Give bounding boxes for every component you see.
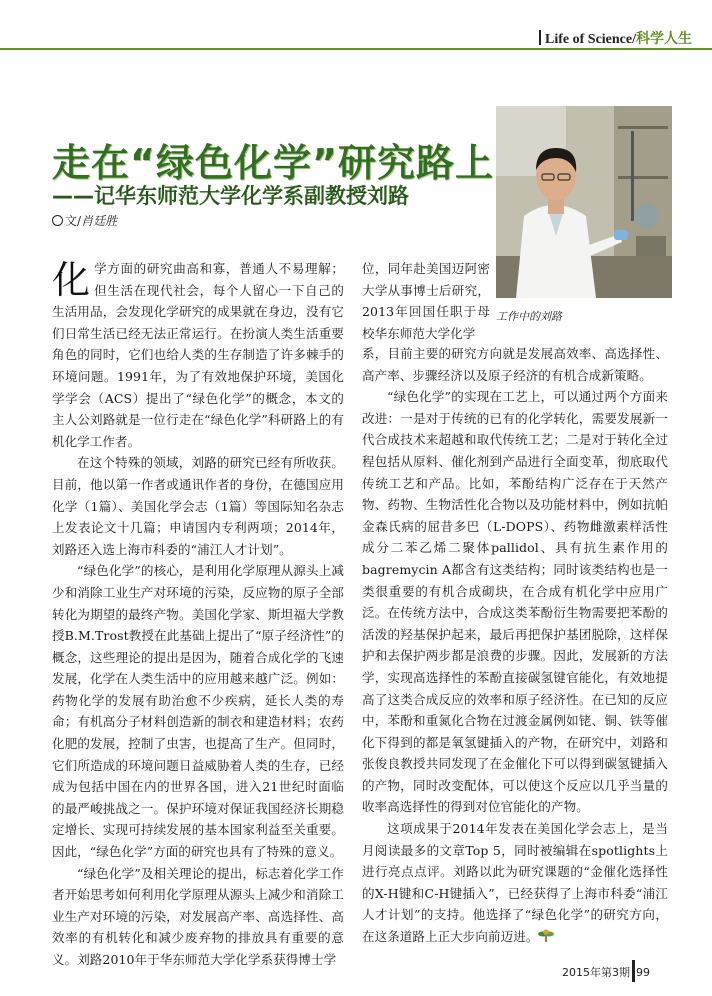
drop-cap: 化 — [52, 258, 91, 302]
paragraph: “绿色化学”及相关理论的提出，标志着化学工作者开始思考如何利用化学原理从源头上减少和消除工业生产对环境的污染，对发展高产率、高选择性、高效率的有机转化和减少废弃物的排放具有重要的意义。刘路2010年于华东师范大学化学系获得博士学 — [52, 865, 344, 967]
paragraph-continued: 系，目前主要的研究方向就是发展高效率、高选择性、高产率、步骤经济以及原子经济的有机合成新策略。 — [362, 346, 668, 383]
lab-scene-illustration — [496, 106, 672, 298]
paragraph: “绿色化学”的实现在工艺上，可以通过两个方面来改进：一是对于传统的已有的化学转化，需要发展新一代合成技术来超越和取代传统工艺；二是对于转化全过程包括从原料、催化剂到产品进行全面变革，彻底取代传统工艺和产品。比如，苯酚结构广泛存在于天然产物、药物、生物活性化合物以及功能材料中，例如抗帕金森氏病的屈昔多巴（L-DOPS）、药物雌激素样活性成分二苯乙烯二聚体pallidol、具有抗生素作用的bagremycin A都含有这类结构；同时该类结构也是一类很重要的有机合成砌块，在合成有机化学中应用广泛。在传统方法中，合成这类苯酚衍生物需要把苯酚的活泼的羟基保护起来，最后再把保护基团脱除，这样保护和去保护两步都是浪费的步骤。因此，发展新的方法学，实现高选择性的苯酚直接碳氢键官能化，有效地提高了这类合成反应的效率和原子经济性。在已知的反应中，苯酚和重氮化合物在过渡金属例如铑、铜、铁等催化下得到的都是氧氢键插入的产物，在研究中，刘路和张俊良教授共同发现了在金催化下可以得到碳氢键插入的产物，同时改变配体，可以使这个反应以几乎当量的收率高选择性的得到对位官能化的产物。 — [362, 389, 668, 815]
column-left — [52, 258, 344, 971]
author-name: 肖廷胜 — [81, 214, 118, 228]
photo-caption: 工作中的刘路 — [496, 310, 562, 323]
byline-prefix: 文 — [65, 214, 78, 228]
end-leaf-icon — [538, 929, 554, 943]
header-bar — [539, 30, 541, 45]
paragraph-text: 这项成果于2014年发表在美国化学会志上，是当月阅读最多的文章Top 5，同时被编辑在spotlights上进行亮点点评。刘路以此为研究课题的“金催化选择性的X-H键和C-H键插入”，已经获得了上海市科委“浦江人才计划”的支持。他选择了“绿色化学”的研究方向，在这条道路上正大步向前迈进。 — [362, 821, 668, 945]
paragraph: “绿色化学”的核心，是利用化学原理从源头上减少和消除工业生产对环境的污染，反应物的原子全部转化为期望的最终产物。美国化学家、斯坦福大学教授B.M.Trost教授在此基础上提出了“原子经济性”的概念，这些理论的提出是因为，随着合成化学的飞速发展，化学在人类生活中的应用越来越广泛。例如：药物化学的发展有助治愈不少疾病，延长人类的寿命；有机高分子材料创造新的制衣和建造材料；农药化肥的发展，控制了虫害，也提高了生产。但同时，它们所造成的环境问题日益威胁着人类的生存，已经成为包括中国在内的世界各国，进入21世纪时面临的最严峻挑战之一。保护环境对保证我国经济长期稳定增长、实现可持续发展的基本国家利益至关重要。因此，“绿色化学”方面的研究也具有了特殊的意义。 — [52, 563, 344, 860]
portrait-photo — [496, 106, 672, 298]
paragraph-continued: 位，同年赴美国迈阿密大学从事博士后研究，2013年回国任职于母校华东师范大学化学 — [362, 261, 490, 341]
page-number: 99 — [636, 966, 650, 979]
section-title-cn: 科学人生 — [636, 32, 692, 47]
section-header — [539, 28, 692, 48]
page-footer — [562, 964, 650, 980]
section-separator: / — [632, 32, 636, 47]
section-title-en: Life of Science — [545, 32, 633, 47]
byline-circle-icon — [52, 215, 63, 226]
paragraph — [52, 258, 344, 452]
paragraph — [362, 818, 668, 948]
article-subtitle: ——记华东师范大学化学系副教授刘路 — [52, 184, 409, 208]
article-title: 走在“绿色化学”研究路上 — [52, 141, 494, 185]
byline — [52, 212, 117, 229]
column-right — [362, 343, 668, 948]
paragraph: 在这个特殊的领域，刘路的研究已经有所收获。目前，他以第一作者或通讯作者的身份，在德国应用化学（1篇）、美国化学会志（1篇）等国际知名杂志上发表论文十几篇；申请国内专利两项；2014年，刘路还入选上海市科委的“浦江人才计划”。 — [52, 455, 344, 557]
paragraph-text: 学方面的研究曲高和寡，普通人不易理解；但生活在现代社会，每个人留心一下自己的生活用品，会发现化学研究的成果就在身边，没有它们日常生活已经无法正常运行。在扮演人类生活重要角色的同时，它们也给人类的生存制造了许多棘手的环境问题。1991年，为了有效地保护环境，美国化学学会（ACS）提出了“绿色化学”的概念，本文的主人公刘路就是一位行走在“绿色化学”科研路上的有机化学工作者。 — [52, 261, 344, 449]
column-right-top — [362, 258, 490, 344]
issue-label: 2015年第3期 — [562, 966, 630, 979]
byline-separator: / — [77, 214, 82, 228]
header-rule — [0, 48, 712, 50]
